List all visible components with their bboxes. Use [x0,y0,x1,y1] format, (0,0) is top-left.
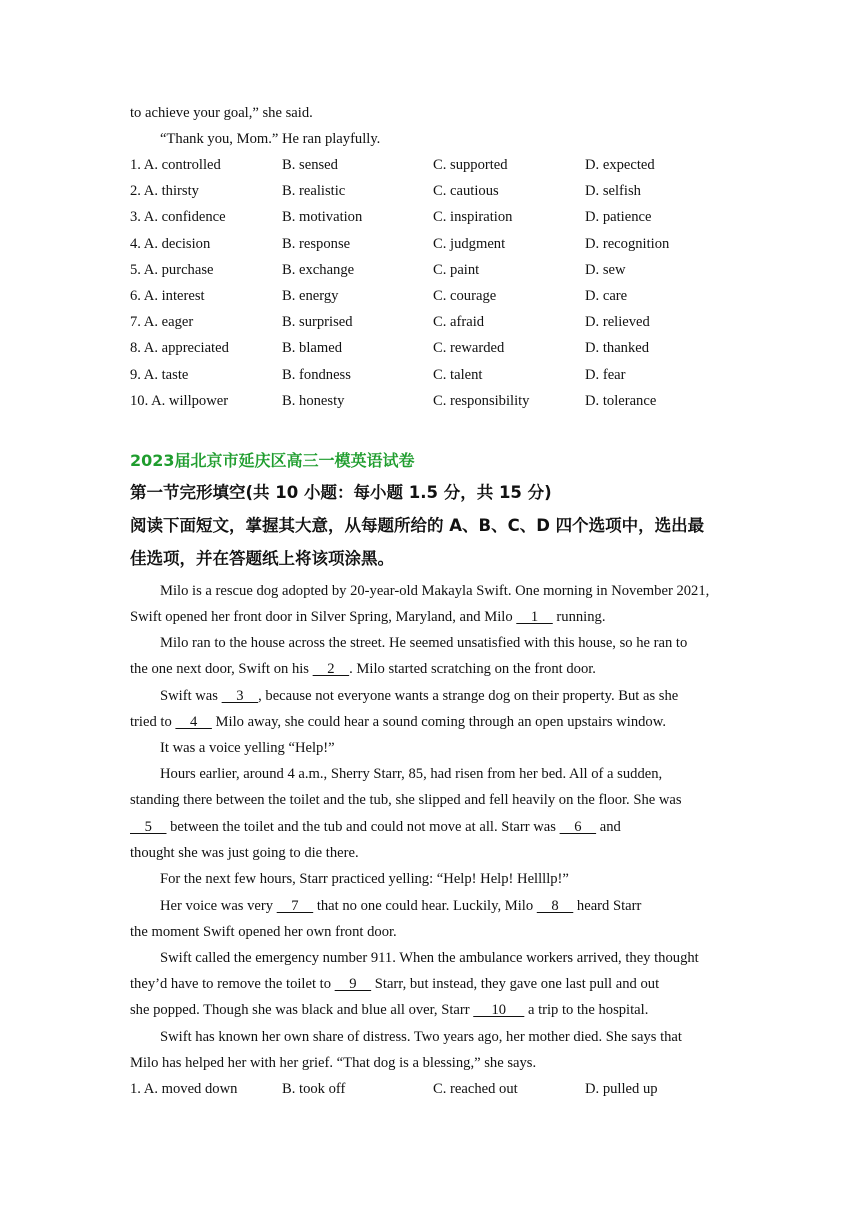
passage-line: Swift has known her own share of distress. Two years ago, her mother died. She says that [160,1029,682,1045]
passage-line: Her voice was very 7 that no one could hear. Luckily, Milo 8 heard Starr [160,898,642,914]
option-a: 9. A. taste [130,366,189,383]
blank-7: 7 [276,898,314,914]
passage-line: the one next door, Swift on his 2 . Milo started scratching on the front door. [130,661,596,677]
previous-passage-line: “Thank you, Mom.” He ran playfully. [160,131,381,147]
option-c: C. afraid [433,314,485,331]
passage-line: Swift was 3 , because not everyone wants a strange dog on their property. But as she [160,688,679,704]
option-b: B. realistic [282,183,346,200]
option-a: 5. A. purchase [130,261,214,278]
option-c: C. paint [433,261,480,278]
blank-5: 5 [130,819,167,835]
option-b: B. response [282,235,351,252]
option-c: C. responsibility [433,392,530,409]
passage-line: Milo ran to the house across the street. He seemed unsatisfied with this house, so he ran to [160,635,688,651]
blank-10: 10 [473,1002,525,1018]
passage-line: tried to 4 Milo away, she could hear a sound coming through an open upstairs window. [130,714,666,730]
option-c: C. inspiration [433,209,513,226]
option-d: D. thanked [585,340,650,357]
option-d: D. expected [585,157,655,173]
blank-2: 2 [312,661,350,677]
option-c: C. cautious [433,183,499,200]
passage-line: Hours earlier, around 4 a.m., Sherry Starr, 85, had risen from her bed. All of a sudden, [160,766,663,782]
option-c: C. rewarded [433,340,505,357]
instructions-line-2: 佳选项，并在答题纸上将该项涂黑。 [130,549,394,568]
blank-4: 4 [175,714,212,730]
blank-9: 9 [334,976,372,992]
blank-6: 6 [559,819,597,835]
option-a: 4. A. decision [130,235,211,252]
passage-line: It was a voice yelling “Help!” [160,740,335,756]
option-d: D. recognition [585,235,670,252]
passage-line: standing there between the toilet and the tub, she slipped and fell heavily on the floor. She was [130,792,682,808]
passage-line: thought she was just going to die there. [130,845,359,861]
option-b: B. fondness [282,366,351,383]
blank-1: 1 [516,609,553,625]
option-a: 2. A. thirsty [130,183,199,200]
option-b: B. blamed [282,340,342,357]
option-a: 1. A. moved down [130,1081,238,1097]
option-b: B. sensed [282,157,338,173]
passage-line: Milo is a rescue dog adopted by 20-year-old Makayla Swift. One morning in November 2021, [160,583,710,599]
option-d: D. fear [585,366,626,383]
previous-passage-tail: to achieve your goal,” she said. [130,105,313,121]
instructions-line-1: 阅读下面短文，掌握其大意，从每题所给的 A、B、C、D 四个选项中，选出最 [130,516,705,535]
option-c: C. talent [433,366,483,383]
option-a: 7. A. eager [130,314,194,331]
passage-line: Milo has helped her with her grief. “That dog is a blessing,” she says. [130,1055,537,1071]
option-a: 3. A. confidence [130,209,226,226]
passage-line: 5 between the toilet and the tub and could not move at all. Starr was 6 and [130,819,621,835]
section-heading: 第一节完形填空(共 10 小题：每小题 1.5 分，共 15 分) [130,483,552,502]
option-d: D. tolerance [585,392,657,409]
option-c: C. supported [433,157,508,173]
passage-line: the moment Swift opened her own front door. [130,924,397,940]
option-b: B. honesty [282,392,345,409]
option-b: B. took off [282,1081,346,1097]
passage-line: For the next few hours, Starr practiced yelling: “Help! Help! Hellllp!” [160,871,569,887]
option-d: D. patience [585,209,652,226]
option-d: D. pulled up [585,1081,658,1097]
exam-title: 2023届北京市延庆区高三一模英语试卷 [130,451,415,470]
option-c: C. reached out [433,1081,518,1097]
passage-line: she popped. Though she was black and blue all over, Starr 10 a trip to the hospital. [130,1002,649,1018]
option-b: B. surprised [282,314,353,331]
option-d: D. selfish [585,183,641,200]
option-a: 8. A. appreciated [130,340,229,357]
option-b: B. energy [282,288,339,304]
blank-3: 3 [221,688,259,704]
option-b: B. motivation [282,209,363,226]
option-b: B. exchange [282,261,355,278]
option-c: C. courage [433,288,497,304]
passage-line: Swift opened her front door in Silver Spring, Maryland, and Milo 1 running. [130,609,606,625]
option-a: 6. A. interest [130,288,205,304]
option-c: C. judgment [433,235,506,252]
option-d: D. sew [585,261,626,278]
option-d: D. care [585,288,628,304]
option-a: 1. A. controlled [130,157,221,173]
passage-line: they’d have to remove the toilet to 9 Starr, but instead, they gave one last pull and out [130,976,660,992]
blank-8: 8 [536,898,574,914]
passage-line: Swift called the emergency number 911. When the ambulance workers arrived, they thought [160,950,699,966]
option-d: D. relieved [585,314,650,331]
option-a: 10. A. willpower [130,392,229,409]
